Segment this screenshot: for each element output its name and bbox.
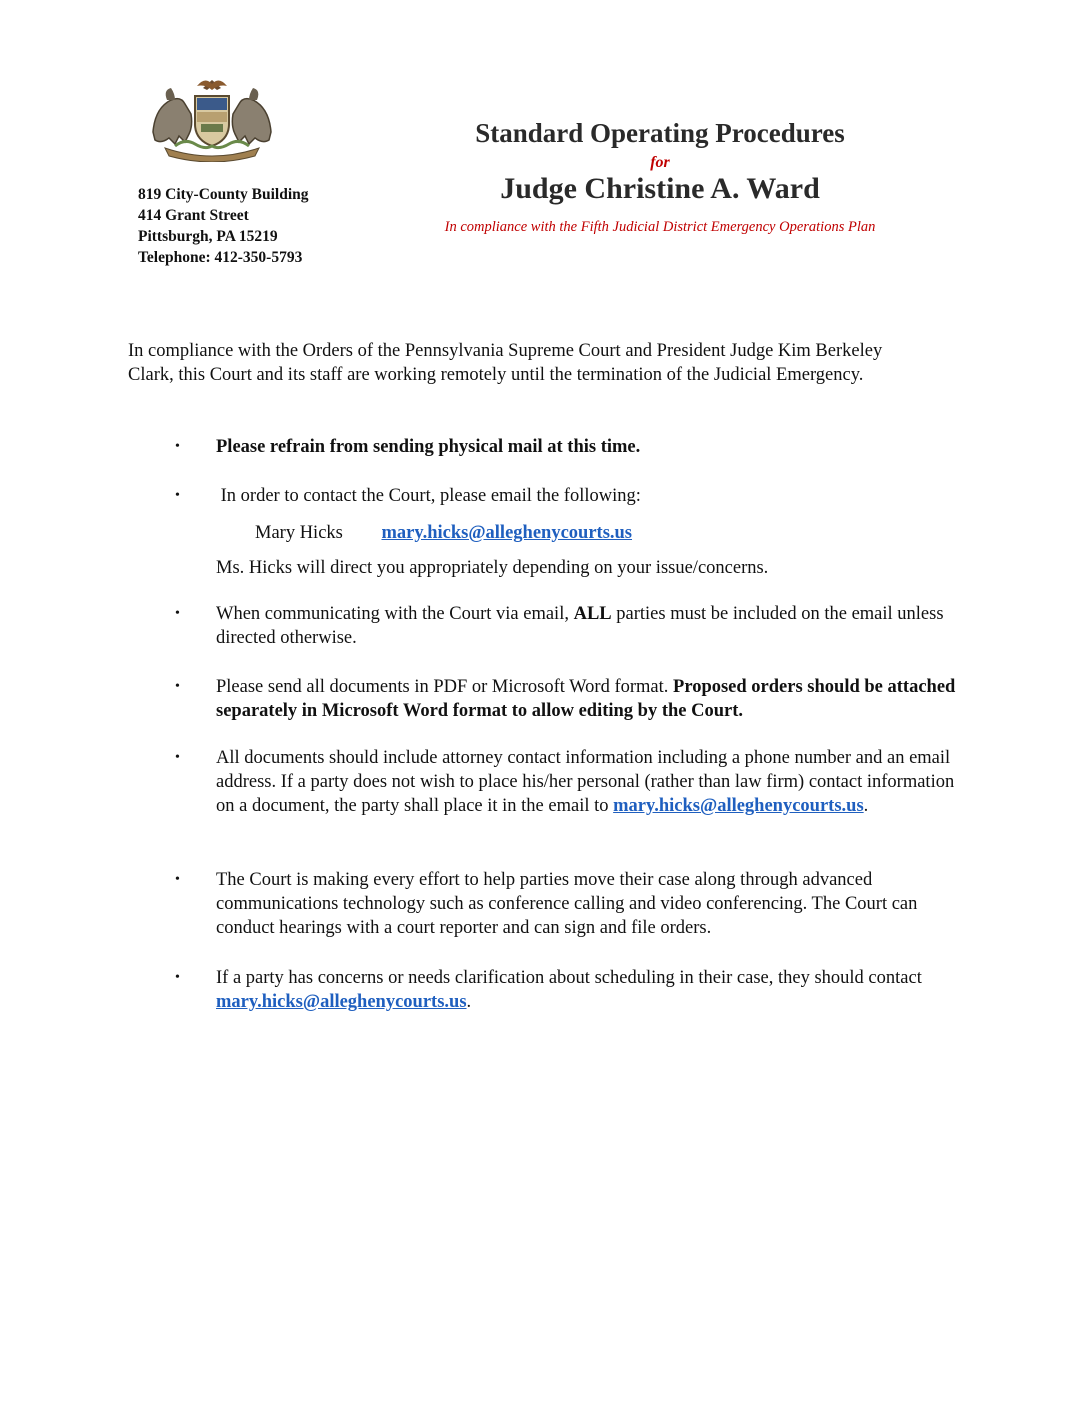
contact-row bbox=[255, 521, 632, 545]
technology-note: The Court is making every effort to help parties move their case along through advanced communications technology such as conference calling and video conferencing. The Court can conduct hearings with a court reporter and can sign and file orders. bbox=[216, 870, 918, 938]
contact-intro: In order to contact the Court, please email the following: bbox=[216, 486, 641, 506]
document-format-start: Please send all documents in PDF or Microsoft Word format. bbox=[216, 677, 674, 697]
attorney-period: . bbox=[863, 796, 869, 816]
address-line: 414 Grant Street bbox=[138, 207, 249, 224]
proposed-orders-note: Proposed orders should be attached separately in Microsoft Word format to allow editing by the Court. bbox=[216, 677, 956, 721]
email-instruction-end: parties must be included on the email unless directed otherwise. bbox=[216, 604, 944, 648]
scheduling-period: . bbox=[466, 992, 472, 1012]
bullet: • bbox=[175, 606, 180, 621]
contact-name: Mary Hicks bbox=[255, 523, 343, 543]
court-address bbox=[138, 184, 309, 268]
email-instruction-emphasis: ALL bbox=[573, 604, 612, 624]
scheduling-instruction bbox=[216, 966, 961, 1014]
compliance-note: In compliance with the Fifth Judicial District Emergency Operations Plan bbox=[444, 219, 876, 235]
document-format-instruction bbox=[216, 675, 961, 723]
document-title: Standard Operating Procedures bbox=[475, 118, 845, 148]
attorney-contact-instruction bbox=[216, 746, 961, 818]
attorney-contact-text: All documents should include attorney contact information including a phone number and an email address. If a party does not wish to place his/her personal (rather than law firm) contact information on a document, the party shall place it in the email to bbox=[216, 748, 955, 816]
scheduling-text: If a party has concerns or needs clarification about scheduling in their case, they should contact bbox=[216, 968, 922, 988]
for-label: for bbox=[650, 154, 670, 171]
intro-paragraph: In compliance with the Orders of the Pennsylvania Supreme Court and President Judge Kim Berkeley Clark, this Court and its staff are working remotely until the termination of the Judicial Emergency. bbox=[128, 341, 883, 385]
bullet: • bbox=[175, 750, 180, 765]
bullet: • bbox=[175, 439, 180, 454]
scheduling-email-link[interactable]: mary.hicks@alleghenycourts.us bbox=[216, 992, 467, 1012]
email-instruction bbox=[216, 602, 961, 650]
address-line: Pittsburgh, PA 15219 bbox=[138, 228, 278, 245]
address-line: Telephone: 412-350-5793 bbox=[138, 249, 303, 266]
address-line: 819 City-County Building bbox=[138, 186, 309, 203]
contact-email-link[interactable]: mary.hicks@alleghenycourts.us bbox=[381, 523, 633, 543]
attorney-email-link[interactable]: mary.hicks@alleghenycourts.us bbox=[613, 796, 864, 816]
email-instruction-start: When communicating with the Court via email, bbox=[216, 604, 574, 624]
bullet: • bbox=[175, 488, 180, 503]
bullet: • bbox=[175, 970, 180, 985]
bullet: • bbox=[175, 679, 180, 694]
mail-notice: Please refrain from sending physical mail at this time. bbox=[216, 437, 641, 457]
pennsylvania-coat-of-arms-icon bbox=[145, 74, 279, 162]
bullet: • bbox=[175, 872, 180, 887]
judge-name: Judge Christine A. Ward bbox=[500, 172, 820, 205]
contact-followup: Ms. Hicks will direct you appropriately depending on your issue/concerns. bbox=[216, 558, 769, 578]
